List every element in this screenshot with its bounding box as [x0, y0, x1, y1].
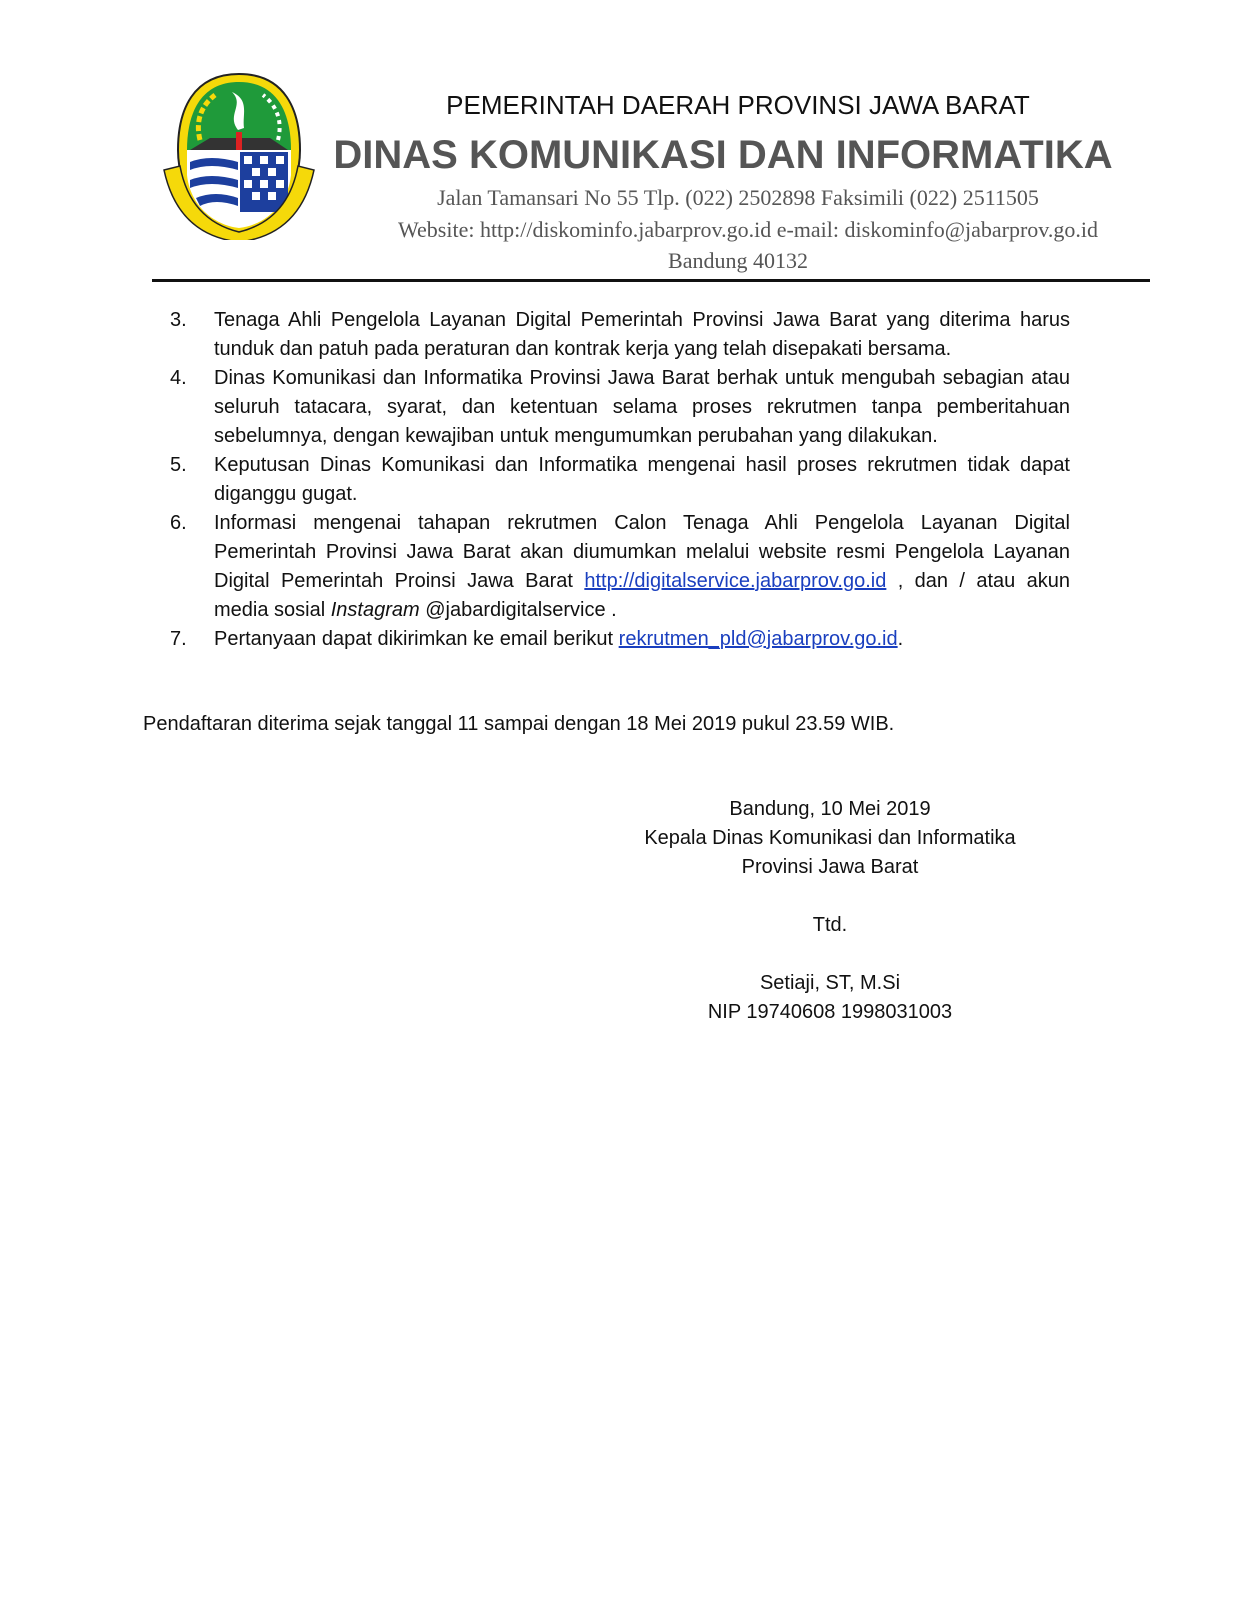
signature-block — [600, 795, 1060, 1027]
instagram-label: Instagram — [330, 599, 420, 621]
list-item — [170, 451, 1070, 509]
list-item — [170, 509, 1070, 625]
item-text: Tenaga Ahli Pengelola Layanan Digital Pemerintah Provinsi Jawa Barat yang diterima harus tunduk dan patuh pada peraturan dan kontrak kerja yang telah disepakati bersama. — [214, 309, 1070, 360]
header-divider — [152, 279, 1150, 282]
item-number: 6. — [170, 512, 187, 534]
item-text-part: . — [897, 628, 904, 650]
item-text-part: , dan / atau akun media sosial — [214, 570, 1070, 621]
west-java-emblem-logo — [160, 70, 318, 240]
list-item — [170, 306, 1070, 364]
website-line: Website: http://diskominfo.jabarprov.go.id e-mail: diskominfo@jabarprov.go.id — [398, 217, 1098, 242]
item-number: 5. — [170, 454, 187, 476]
item-number: 4. — [170, 367, 187, 389]
terms-list — [170, 306, 1070, 654]
department-heading: DINAS KOMUNIKASI DAN INFORMATIKA — [333, 133, 1113, 177]
government-heading: PEMERINTAH DAERAH PROVINSI JAWA BARAT — [446, 90, 1030, 120]
signer-nip: NIP 19740608 1998031003 — [707, 1001, 953, 1023]
item-text: Dinas Komunikasi dan Informatika Provinsi Jawa Barat berhak untuk mengubah sebagian atau seluruh tatacara, syarat, dan ketentuan selama proses rekrutmen tanpa pemberitahuan sebelumnya, dengan kewajiban untuk mengumumkan perubahan yang dilakukan. — [214, 367, 1070, 447]
signed-mark: Ttd. — [812, 914, 848, 936]
item-number: 3. — [170, 309, 187, 331]
city-line: Bandung 40132 — [668, 248, 808, 273]
list-item — [170, 625, 1070, 654]
registration-period: Pendaftaran diterima sejak tanggal 11 sampai dengan 18 Mei 2019 pukul 23.59 WIB. — [143, 713, 895, 735]
item-text-part: @jabardigitalservice . — [419, 599, 617, 621]
place-date: Bandung, 10 Mei 2019 — [729, 798, 931, 820]
signer-province: Provinsi Jawa Barat — [741, 856, 919, 878]
signer-title: Kepala Dinas Komunikasi dan Informatika — [644, 827, 1016, 849]
signer-name: Setiaji, ST, M.Si — [759, 972, 901, 994]
digitalservice-link[interactable]: http://digitalservice.jabarprov.go.id — [584, 570, 887, 592]
item-number: 7. — [170, 628, 187, 650]
item-text-part: Informasi mengenai tahapan rekrutmen Calon Tenaga Ahli Pengelola Layanan Digital Pemerintah Provinsi Jawa Barat akan diumumkan melalui website resmi Pengelola Layanan Digital Pemerintah Proinsi Jawa Barat — [214, 512, 1070, 592]
item-text-part: Pertanyaan dapat dikirimkan ke email berikut — [214, 628, 619, 650]
email-link[interactable]: rekrutmen_pld@jabarprov.go.id — [618, 628, 898, 650]
item-text: Keputusan Dinas Komunikasi dan Informatika mengenai hasil proses rekrutmen tidak dapat diganggu gugat. — [214, 454, 1070, 505]
item-text — [214, 509, 1070, 625]
list-item — [170, 364, 1070, 451]
item-text — [214, 625, 1070, 654]
address-line: Jalan Tamansari No 55 Tlp. (022) 2502898 Faksimili (022) 2511505 — [437, 185, 1039, 210]
